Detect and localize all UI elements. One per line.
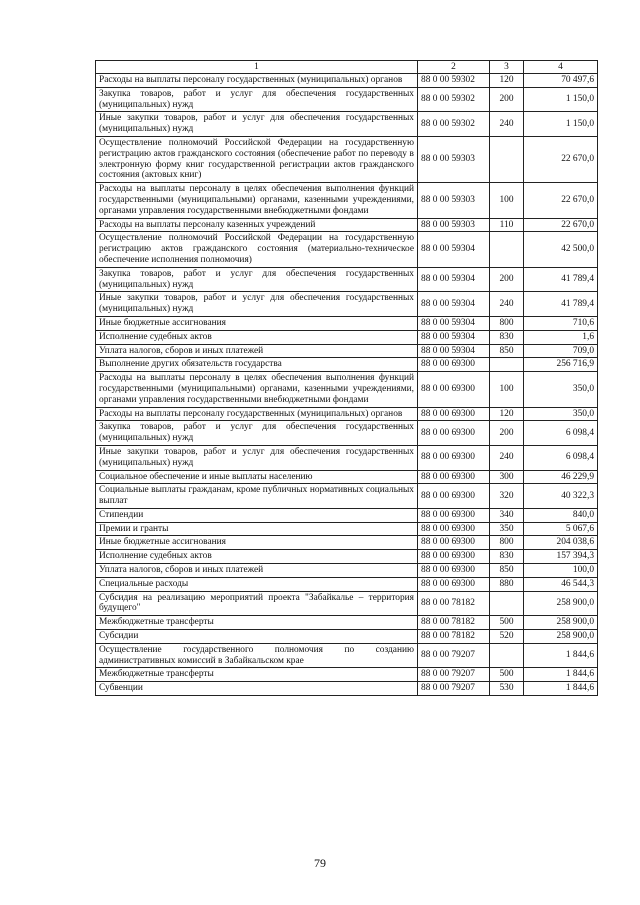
amount-cell: 1 844,6: [524, 668, 598, 682]
target-article-cell: 88 0 00 69300: [418, 372, 490, 407]
target-article-cell: 88 0 00 59303: [418, 218, 490, 232]
expense-name-cell: Закупка товаров, работ и услуг для обеспечения государственных (муниципальных) нужд: [96, 267, 418, 292]
target-article-cell: 88 0 00 69300: [418, 484, 490, 509]
expense-name-cell: Субсидии: [96, 630, 418, 644]
amount-cell: 42 500,0: [524, 232, 598, 267]
expense-type-cell: 200: [490, 421, 524, 446]
amount-cell: 350,0: [524, 372, 598, 407]
table-row: [96, 136, 598, 182]
target-article-cell: 88 0 00 59304: [418, 316, 490, 330]
amount-cell: 22 670,0: [524, 183, 598, 218]
expense-type-cell: 830: [490, 330, 524, 344]
table-row: [96, 112, 598, 137]
header-cell: 1: [96, 61, 418, 74]
table-row: [96, 643, 598, 668]
table-row: [96, 292, 598, 317]
table-row: [96, 74, 598, 88]
table-row: [96, 372, 598, 407]
target-article-cell: 88 0 00 78182: [418, 630, 490, 644]
target-article-cell: 88 0 00 59302: [418, 87, 490, 112]
amount-cell: 204 038,6: [524, 536, 598, 550]
table-row: [96, 668, 598, 682]
expense-type-cell: 880: [490, 577, 524, 591]
expense-name-cell: Субвенции: [96, 682, 418, 696]
amount-cell: 46 229,9: [524, 470, 598, 484]
expense-type-cell: 500: [490, 668, 524, 682]
expense-type-cell: 800: [490, 536, 524, 550]
header-cell: 2: [418, 61, 490, 74]
table-row: [96, 330, 598, 344]
target-article-cell: 88 0 00 59304: [418, 232, 490, 267]
table-row: [96, 630, 598, 644]
amount-cell: 350,0: [524, 407, 598, 421]
target-article-cell: 88 0 00 59304: [418, 330, 490, 344]
target-article-cell: 88 0 00 69300: [418, 508, 490, 522]
amount-cell: 6 098,4: [524, 421, 598, 446]
expense-name-cell: Уплата налогов, сборов и иных платежей: [96, 564, 418, 578]
target-article-cell: 88 0 00 69300: [418, 358, 490, 372]
expense-type-cell: 300: [490, 470, 524, 484]
target-article-cell: 88 0 00 69300: [418, 522, 490, 536]
target-article-cell: 88 0 00 78182: [418, 591, 490, 616]
table-row: [96, 536, 598, 550]
table-body: [96, 74, 598, 696]
amount-cell: 22 670,0: [524, 218, 598, 232]
expense-name-cell: Расходы на выплаты персоналу государственных (муниципальных) органов: [96, 74, 418, 88]
expense-name-cell: Субсидия на реализацию мероприятий проекта "Забайкалье – территория будущего": [96, 591, 418, 616]
expense-type-cell: 830: [490, 550, 524, 564]
target-article-cell: 88 0 00 79207: [418, 668, 490, 682]
expense-name-cell: Социальное обеспечение и иные выплаты населению: [96, 470, 418, 484]
amount-cell: 1 844,6: [524, 643, 598, 668]
amount-cell: 70 497,6: [524, 74, 598, 88]
amount-cell: 256 716,9: [524, 358, 598, 372]
expense-name-cell: Выполнение других обязательств государства: [96, 358, 418, 372]
target-article-cell: 88 0 00 79207: [418, 643, 490, 668]
table-header-row: [96, 61, 598, 74]
expense-type-cell: 520: [490, 630, 524, 644]
expense-name-cell: Расходы на выплаты персоналу в целях обеспечения выполнения функций государственными (муниципальными) органами, казенными учреждениями, органами управления государственными внебюджетными фондами: [96, 372, 418, 407]
table-row: [96, 87, 598, 112]
amount-cell: 6 098,4: [524, 445, 598, 470]
expense-name-cell: Специальные расходы: [96, 577, 418, 591]
expense-name-cell: Закупка товаров, работ и услуг для обеспечения государственных (муниципальных) нужд: [96, 87, 418, 112]
amount-cell: 22 670,0: [524, 136, 598, 182]
expense-name-cell: Стипендии: [96, 508, 418, 522]
expense-type-cell: 200: [490, 267, 524, 292]
budget-table: [95, 60, 598, 696]
amount-cell: 1 150,0: [524, 87, 598, 112]
amount-cell: 1 150,0: [524, 112, 598, 137]
expense-type-cell: 340: [490, 508, 524, 522]
expense-type-cell: 320: [490, 484, 524, 509]
target-article-cell: 88 0 00 69300: [418, 421, 490, 446]
amount-cell: 100,0: [524, 564, 598, 578]
table-row: [96, 218, 598, 232]
expense-name-cell: Премии и гранты: [96, 522, 418, 536]
expense-name-cell: Осуществление полномочий Российской Федерации на государственную регистрацию актов гражданского состояния (обеспечение работ по переводу в электронную форму книг государственной регистрации актов гражданского состояния (актовых книг): [96, 136, 418, 182]
expense-name-cell: Иные закупки товаров, работ и услуг для обеспечения государственных (муниципальных) нужд: [96, 112, 418, 137]
expense-name-cell: Иные закупки товаров, работ и услуг для обеспечения государственных (муниципальных) нужд: [96, 445, 418, 470]
amount-cell: 1,6: [524, 330, 598, 344]
table-row: [96, 682, 598, 696]
target-article-cell: 88 0 00 59303: [418, 183, 490, 218]
expense-type-cell: 850: [490, 564, 524, 578]
target-article-cell: 88 0 00 59303: [418, 136, 490, 182]
expense-name-cell: Расходы на выплаты персоналу казенных учреждений: [96, 218, 418, 232]
target-article-cell: 88 0 00 69300: [418, 407, 490, 421]
target-article-cell: 88 0 00 69300: [418, 564, 490, 578]
amount-cell: 41 789,4: [524, 267, 598, 292]
table-row: [96, 564, 598, 578]
expense-type-cell: 850: [490, 344, 524, 358]
amount-cell: 258 900,0: [524, 591, 598, 616]
table-row: [96, 421, 598, 446]
expense-type-cell: [490, 232, 524, 267]
expense-name-cell: Межбюджетные трансферты: [96, 616, 418, 630]
table-row: [96, 232, 598, 267]
amount-cell: 40 322,3: [524, 484, 598, 509]
table-row: [96, 616, 598, 630]
expense-type-cell: 200: [490, 87, 524, 112]
target-article-cell: 88 0 00 59304: [418, 344, 490, 358]
table-row: [96, 407, 598, 421]
table-row: [96, 316, 598, 330]
expense-type-cell: [490, 136, 524, 182]
amount-cell: 41 789,4: [524, 292, 598, 317]
expense-type-cell: 800: [490, 316, 524, 330]
expense-type-cell: 240: [490, 112, 524, 137]
target-article-cell: 88 0 00 59302: [418, 74, 490, 88]
expense-type-cell: 100: [490, 372, 524, 407]
expense-name-cell: Осуществление государственного полномочия по созданию административных комиссий в Забайкальском крае: [96, 643, 418, 668]
expense-name-cell: Осуществление полномочий Российской Федерации на государственную регистрацию актов гражданского состояния (материально-техническое обеспечение исполнения полномочия): [96, 232, 418, 267]
expense-name-cell: Иные бюджетные ассигнования: [96, 316, 418, 330]
expense-type-cell: 350: [490, 522, 524, 536]
amount-cell: 5 067,6: [524, 522, 598, 536]
target-article-cell: 88 0 00 59304: [418, 267, 490, 292]
expense-type-cell: 240: [490, 445, 524, 470]
table-row: [96, 508, 598, 522]
header-cell: 4: [524, 61, 598, 74]
expense-type-cell: 500: [490, 616, 524, 630]
table-row: [96, 577, 598, 591]
amount-cell: 709,0: [524, 344, 598, 358]
expense-type-cell: 120: [490, 407, 524, 421]
amount-cell: 46 544,3: [524, 577, 598, 591]
header-cell: 3: [490, 61, 524, 74]
expense-name-cell: Межбюджетные трансферты: [96, 668, 418, 682]
table-row: [96, 550, 598, 564]
expense-name-cell: Расходы на выплаты персоналу государственных (муниципальных) органов: [96, 407, 418, 421]
expense-type-cell: 120: [490, 74, 524, 88]
table-row: [96, 344, 598, 358]
amount-cell: 840,0: [524, 508, 598, 522]
expense-name-cell: Закупка товаров, работ и услуг для обеспечения государственных (муниципальных) нужд: [96, 421, 418, 446]
expense-name-cell: Уплата налогов, сборов и иных платежей: [96, 344, 418, 358]
expense-type-cell: [490, 643, 524, 668]
table-row: [96, 591, 598, 616]
amount-cell: 157 394,3: [524, 550, 598, 564]
target-article-cell: 88 0 00 69300: [418, 577, 490, 591]
expense-type-cell: 530: [490, 682, 524, 696]
page-number: 79: [314, 856, 326, 870]
expense-name-cell: Исполнение судебных актов: [96, 550, 418, 564]
table-row: [96, 267, 598, 292]
expense-type-cell: 110: [490, 218, 524, 232]
target-article-cell: 88 0 00 69300: [418, 550, 490, 564]
target-article-cell: 88 0 00 69300: [418, 470, 490, 484]
target-article-cell: 88 0 00 59304: [418, 292, 490, 317]
expense-type-cell: 100: [490, 183, 524, 218]
amount-cell: 1 844,6: [524, 682, 598, 696]
amount-cell: 258 900,0: [524, 630, 598, 644]
amount-cell: 710,6: [524, 316, 598, 330]
target-article-cell: 88 0 00 69300: [418, 536, 490, 550]
amount-cell: 258 900,0: [524, 616, 598, 630]
expense-name-cell: Исполнение судебных актов: [96, 330, 418, 344]
expense-name-cell: Социальные выплаты гражданам, кроме публичных нормативных социальных выплат: [96, 484, 418, 509]
expense-name-cell: Иные бюджетные ассигнования: [96, 536, 418, 550]
expense-type-cell: [490, 358, 524, 372]
table-row: [96, 522, 598, 536]
table-row: [96, 484, 598, 509]
expense-name-cell: Иные закупки товаров, работ и услуг для обеспечения государственных (муниципальных) нужд: [96, 292, 418, 317]
expense-type-cell: 240: [490, 292, 524, 317]
expense-name-cell: Расходы на выплаты персоналу в целях обеспечения выполнения функций государственными (муниципальными) органами, казенными учреждениями, органами управления государственными внебюджетными фондами: [96, 183, 418, 218]
target-article-cell: 88 0 00 79207: [418, 682, 490, 696]
table-row: [96, 470, 598, 484]
target-article-cell: 88 0 00 59302: [418, 112, 490, 137]
target-article-cell: 88 0 00 78182: [418, 616, 490, 630]
table-row: [96, 183, 598, 218]
expense-type-cell: [490, 591, 524, 616]
target-article-cell: 88 0 00 69300: [418, 445, 490, 470]
table-row: [96, 445, 598, 470]
table-row: [96, 358, 598, 372]
